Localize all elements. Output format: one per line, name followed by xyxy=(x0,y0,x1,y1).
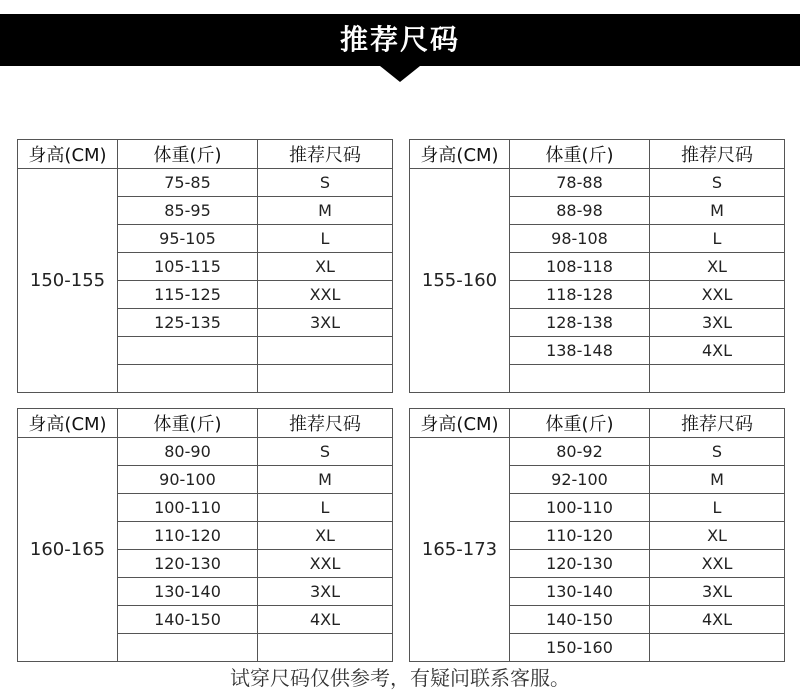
weight-cell: 92-100 xyxy=(510,466,650,494)
weight-cell: 110-120 xyxy=(118,522,258,550)
height-range-cell: 155-160 xyxy=(410,169,510,393)
weight-cell: 105-115 xyxy=(118,253,258,281)
weight-cell xyxy=(510,365,650,393)
size-cell: XL xyxy=(258,522,393,550)
weight-cell: 120-130 xyxy=(118,550,258,578)
size-cell xyxy=(258,634,393,662)
table-row xyxy=(410,438,785,466)
size-cell: L xyxy=(650,225,785,253)
size-cell: L xyxy=(258,225,393,253)
weight-cell: 90-100 xyxy=(118,466,258,494)
weight-cell: 110-120 xyxy=(510,522,650,550)
header-weight: 体重(斤) xyxy=(510,409,650,438)
weight-cell: 95-105 xyxy=(118,225,258,253)
weight-cell: 108-118 xyxy=(510,253,650,281)
weight-cell: 138-148 xyxy=(510,337,650,365)
size-cell: M xyxy=(650,466,785,494)
table-row xyxy=(18,169,393,197)
table-row xyxy=(410,169,785,197)
header-size: 推荐尺码 xyxy=(650,409,785,438)
table-header-row xyxy=(18,140,393,169)
size-cell: 3XL xyxy=(258,309,393,337)
weight-cell: 140-150 xyxy=(510,606,650,634)
size-cell: XXL xyxy=(650,550,785,578)
size-table-4 xyxy=(409,408,785,662)
weight-cell xyxy=(118,365,258,393)
header-weight: 体重(斤) xyxy=(118,409,258,438)
weight-cell: 78-88 xyxy=(510,169,650,197)
height-range-cell: 150-155 xyxy=(18,169,118,393)
weight-cell: 125-135 xyxy=(118,309,258,337)
size-cell: XXL xyxy=(258,550,393,578)
banner-title: 推荐尺码 xyxy=(339,23,460,56)
header-size: 推荐尺码 xyxy=(258,409,393,438)
size-cell: L xyxy=(258,494,393,522)
size-cell: M xyxy=(258,466,393,494)
size-cell: XXL xyxy=(650,281,785,309)
size-cell: S xyxy=(650,438,785,466)
size-cell: XXL xyxy=(258,281,393,309)
height-range-cell: 160-165 xyxy=(18,438,118,662)
size-cell: S xyxy=(258,438,393,466)
header-height: 身高(CM) xyxy=(18,140,118,169)
size-table-3 xyxy=(17,408,393,662)
weight-cell: 98-108 xyxy=(510,225,650,253)
size-cell: 3XL xyxy=(650,309,785,337)
size-cell: M xyxy=(650,197,785,225)
weight-cell: 115-125 xyxy=(118,281,258,309)
weight-cell: 128-138 xyxy=(510,309,650,337)
weight-cell: 80-92 xyxy=(510,438,650,466)
size-table-2 xyxy=(409,139,785,393)
size-cell: S xyxy=(258,169,393,197)
size-table-1 xyxy=(17,139,393,393)
footer-note: 试穿尺码仅供参考，有疑问联系客服。 xyxy=(230,666,570,690)
table-header-row xyxy=(410,140,785,169)
weight-cell: 75-85 xyxy=(118,169,258,197)
weight-cell xyxy=(118,337,258,365)
header-size: 推荐尺码 xyxy=(258,140,393,169)
weight-cell: 120-130 xyxy=(510,550,650,578)
weight-cell: 130-140 xyxy=(118,578,258,606)
weight-cell: 130-140 xyxy=(510,578,650,606)
weight-cell: 150-160 xyxy=(510,634,650,662)
size-cell xyxy=(650,365,785,393)
header-height: 身高(CM) xyxy=(410,140,510,169)
title-banner xyxy=(0,14,800,66)
size-cell: S xyxy=(650,169,785,197)
size-cell: 3XL xyxy=(258,578,393,606)
weight-cell: 80-90 xyxy=(118,438,258,466)
header-height: 身高(CM) xyxy=(18,409,118,438)
size-cell xyxy=(258,365,393,393)
banner-arrow-icon xyxy=(380,66,420,82)
weight-cell: 140-150 xyxy=(118,606,258,634)
size-cell: 3XL xyxy=(650,578,785,606)
size-cell xyxy=(258,337,393,365)
table-header-row xyxy=(18,409,393,438)
weight-cell: 85-95 xyxy=(118,197,258,225)
size-cell: M xyxy=(258,197,393,225)
size-cell: L xyxy=(650,494,785,522)
weight-cell: 118-128 xyxy=(510,281,650,309)
header-height: 身高(CM) xyxy=(410,409,510,438)
header-size: 推荐尺码 xyxy=(650,140,785,169)
header-weight: 体重(斤) xyxy=(510,140,650,169)
table-row xyxy=(18,438,393,466)
size-cell: 4XL xyxy=(650,337,785,365)
size-cell: 4XL xyxy=(258,606,393,634)
height-range-cell: 165-173 xyxy=(410,438,510,662)
weight-cell: 100-110 xyxy=(118,494,258,522)
table-header-row xyxy=(410,409,785,438)
size-cell: 4XL xyxy=(650,606,785,634)
header-weight: 体重(斤) xyxy=(118,140,258,169)
weight-cell: 100-110 xyxy=(510,494,650,522)
size-cell: XL xyxy=(650,522,785,550)
size-cell: XL xyxy=(650,253,785,281)
weight-cell: 88-98 xyxy=(510,197,650,225)
size-cell xyxy=(650,634,785,662)
weight-cell xyxy=(118,634,258,662)
size-cell: XL xyxy=(258,253,393,281)
